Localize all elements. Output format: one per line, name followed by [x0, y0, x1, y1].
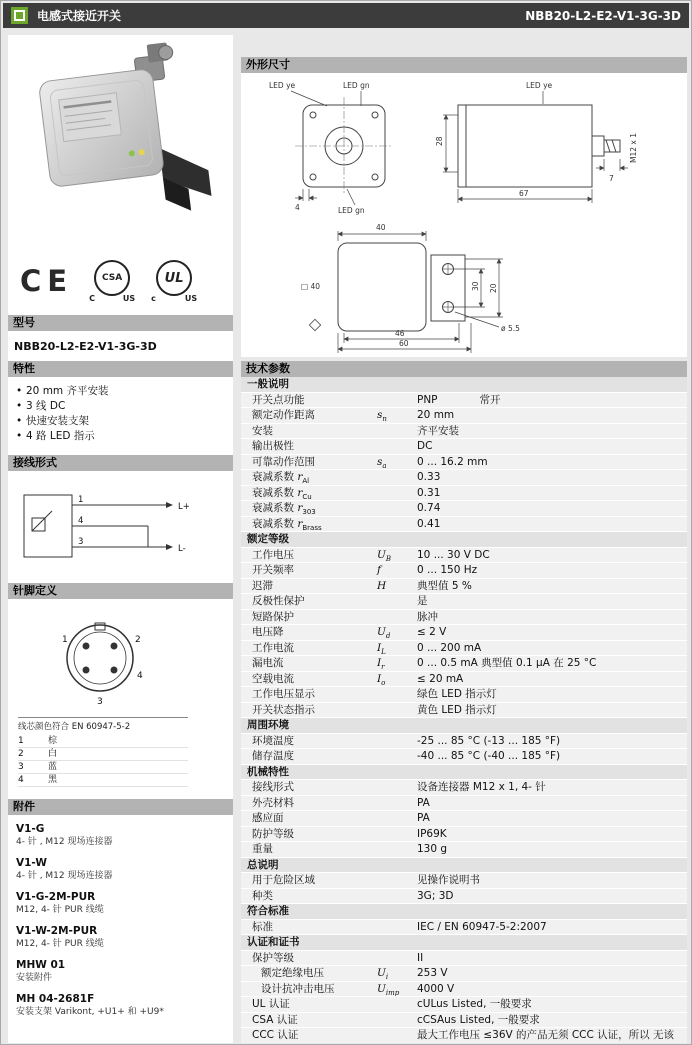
product-photo	[8, 35, 233, 247]
header-bar	[3, 3, 689, 28]
accessory-desc: 安装附件	[16, 973, 53, 983]
dim-m12: M12 x 1	[629, 133, 638, 163]
param-label: 外壳材料	[252, 796, 294, 809]
dim-20: 20	[489, 283, 498, 293]
accessory-item	[16, 857, 225, 882]
param-symbol: $U_{imp}$	[377, 982, 400, 997]
tech-section-title: 机械特性	[241, 765, 687, 781]
param-label: 额定动作距离	[252, 409, 315, 421]
page-title: 电感式接近开关	[37, 9, 122, 23]
feature-item: • 20 mm 齐平安装	[14, 384, 227, 399]
param-symbol	[377, 951, 417, 966]
wire-number: 1	[18, 736, 24, 746]
param-value: 0 ... 0.5 mA 典型值 0.1 μA 在 25 °C	[417, 657, 597, 669]
param-symbol	[377, 842, 417, 857]
ul-us-label: US	[184, 294, 198, 303]
tech-row	[241, 796, 687, 812]
param-label: 用于危险区域	[252, 874, 315, 886]
param-label: 保护等级	[252, 951, 294, 964]
param-label: 短路保护	[252, 610, 294, 623]
wire-pin-4: 4	[78, 516, 84, 526]
param-value: 典型值 5 %	[417, 579, 472, 592]
accessory-desc: M12, 4- 针 PUR 线缆	[16, 905, 104, 915]
tech-row	[241, 579, 687, 595]
tech-section-title: 周围环境	[241, 718, 687, 734]
param-symbol: $U_d$	[377, 626, 391, 641]
param-value: PA	[417, 796, 430, 809]
accessory-name: V1-G-2M-PUR	[16, 891, 96, 903]
param-value: -25 ... 85 °C (-13 ... 185 °F)	[417, 734, 561, 747]
param-symbol	[377, 873, 417, 888]
dimensions-section-header: 外形尺寸	[241, 57, 687, 73]
param-label: 标准	[252, 920, 273, 933]
param-value: 脉冲	[417, 610, 438, 623]
tech-row	[241, 780, 687, 796]
dim-hole: ø 5.5	[501, 324, 520, 333]
accessory-name: V1-W-2M-PUR	[16, 925, 98, 937]
param-symbol	[377, 501, 417, 516]
accessory-name: MH 04-2681F	[16, 993, 95, 1005]
tech-row	[241, 439, 687, 455]
param-label: 开关点功能	[252, 393, 305, 406]
param-symbol	[377, 811, 417, 826]
param-label: 感应面	[252, 812, 284, 824]
param-symbol	[377, 470, 417, 485]
wire-pin-1: 1	[78, 495, 84, 505]
tech-section-title: 一般说明	[241, 377, 687, 393]
feature-item: • 3 线 DC	[14, 399, 227, 414]
accessory-desc: 4- 针 , M12 现场连接器	[16, 871, 113, 881]
right-column	[241, 57, 687, 1043]
tech-row	[241, 966, 687, 982]
tech-section-header: 技术参数	[241, 361, 687, 377]
tech-row	[241, 889, 687, 905]
param-symbol	[377, 486, 417, 501]
param-symbol	[377, 424, 417, 439]
wire-pin-3: 3	[78, 537, 84, 547]
dimension-drawing	[243, 75, 683, 355]
tech-row	[241, 393, 687, 409]
dim-7: 7	[609, 174, 614, 183]
left-column	[8, 35, 233, 1043]
param-label: 储存温度	[252, 750, 294, 762]
param-value: DC	[417, 440, 433, 452]
param-value: 20 mm	[417, 409, 455, 421]
param-label: 衰减系数 $r_{303}$	[252, 502, 316, 516]
l-plus-label: L+	[178, 502, 190, 512]
tech-row	[241, 1013, 687, 1029]
feature-item: • 4 路 LED 指示	[14, 429, 227, 444]
tech-row	[241, 827, 687, 843]
pin-label-1: 1	[62, 635, 68, 645]
param-value: 设备连接器 M12 x 1, 4- 针	[417, 781, 546, 793]
param-value: II	[417, 951, 424, 964]
accessory-name: MHW 01	[16, 959, 66, 971]
dim-30: 30	[471, 281, 480, 291]
tech-row	[241, 408, 687, 424]
param-label: 衰减系数 $r_{Al}$	[252, 471, 310, 485]
tech-row	[241, 672, 687, 688]
param-label: 额定绝缘电压	[261, 967, 324, 979]
tech-row	[241, 424, 687, 440]
param-label: 衰减系数 $r_{Cu}$	[252, 486, 312, 500]
tech-row	[241, 594, 687, 610]
tech-table	[241, 377, 687, 1043]
accessories-section-header: 附件	[8, 799, 233, 815]
connector-pinout-drawing	[36, 607, 171, 709]
param-value: 0 ... 200 mA	[417, 641, 482, 654]
param-value: ≤ 20 mA	[417, 672, 464, 685]
param-symbol: $s_a$	[377, 455, 387, 470]
tech-row	[241, 517, 687, 533]
accessory-name: V1-W	[16, 857, 47, 869]
wire-row	[18, 761, 188, 774]
tech-row	[241, 811, 687, 827]
product-photo-panel	[8, 35, 233, 315]
wire-row	[18, 735, 188, 748]
param-symbol	[377, 889, 417, 904]
dim-28: 28	[435, 136, 444, 146]
tech-row	[241, 997, 687, 1013]
param-value: ≤ 2 V	[417, 626, 447, 638]
features-section-header: 特性	[8, 361, 233, 377]
param-label: 安装	[252, 424, 273, 437]
tech-section-title: 符合标准	[241, 904, 687, 920]
param-label: 电压降	[252, 626, 284, 638]
param-label: 防护等级	[252, 827, 294, 840]
tech-row	[241, 920, 687, 936]
csa-mark	[89, 258, 135, 304]
led-gn-label-2: LED gn	[338, 206, 365, 215]
tech-row	[241, 749, 687, 765]
accessory-item	[16, 959, 225, 984]
dimension-drawing-panel	[241, 73, 687, 357]
param-label: CCC 认证	[252, 1029, 299, 1041]
param-value: cCSAus Listed, 一般要求	[417, 1013, 540, 1026]
l-minus-label: L-	[178, 544, 186, 554]
param-value: 10 ... 30 V DC	[417, 548, 490, 561]
param-value: 0 ... 16.2 mm	[417, 455, 488, 468]
tech-row	[241, 610, 687, 626]
param-value: 0.33	[417, 471, 441, 483]
led-ye-label-2: LED ye	[526, 81, 553, 90]
param-symbol	[377, 780, 417, 795]
param-label: 重量	[252, 843, 273, 855]
ul-mark	[151, 258, 197, 304]
param-symbol	[377, 920, 417, 935]
wiring-diagram	[8, 471, 233, 583]
param-symbol	[377, 796, 417, 811]
wire-number: 3	[18, 762, 24, 772]
accessory-desc: 4- 针 , M12 现场连接器	[16, 837, 113, 847]
accessory-item	[16, 823, 225, 848]
led-gn-label-1: LED gn	[343, 81, 370, 90]
feature-item: • 快速安装支架	[14, 414, 227, 429]
param-label: UL 认证	[252, 998, 290, 1010]
param-label: 接线形式	[252, 781, 294, 793]
accessory-desc: M12, 4- 针 PUR 线缆	[16, 939, 104, 949]
param-value: 253 V	[417, 967, 448, 979]
tech-row	[241, 455, 687, 471]
param-value: IP69K	[417, 827, 447, 840]
tech-row	[241, 734, 687, 750]
param-symbol	[377, 517, 417, 532]
pin-label-4: 4	[137, 671, 143, 681]
param-label: 漏电流	[252, 657, 284, 669]
accessory-item	[16, 993, 225, 1018]
tech-row	[241, 625, 687, 641]
param-label: 输出极性	[252, 440, 294, 452]
tech-row	[241, 951, 687, 967]
ul-circle: UL	[156, 260, 192, 296]
csa-c-label: C	[89, 294, 95, 303]
wire-color-note: 线芯颜色符合 EN 60947-5-2	[18, 717, 188, 732]
csa-us-label: US	[122, 294, 136, 303]
param-value: 0.74	[417, 502, 441, 514]
param-label: 可靠动作范围	[252, 455, 315, 468]
tech-row	[241, 563, 687, 579]
param-value: 齐平安装	[417, 424, 459, 437]
param-symbol	[377, 687, 417, 702]
tech-row	[241, 486, 687, 502]
pin-label-2: 2	[135, 635, 141, 645]
top-view	[338, 243, 465, 331]
param-label: 反极性保护	[252, 595, 305, 607]
param-label: 环境温度	[252, 734, 294, 747]
wire-color: 黑	[48, 775, 58, 785]
wire-color: 蓝	[48, 762, 58, 772]
param-symbol	[377, 439, 417, 454]
param-symbol	[377, 1028, 417, 1043]
param-value: 0.41	[417, 517, 441, 530]
param-value: 0.31	[417, 486, 441, 499]
param-label: 工作电流	[252, 641, 294, 654]
param-value: 见操作说明书	[417, 874, 480, 886]
param-label: 衰减系数 $r_{Brass}$	[252, 517, 322, 531]
tech-row	[241, 873, 687, 889]
dim-4: 4	[295, 203, 300, 212]
wire-color-table	[18, 735, 188, 787]
param-value: 绿色 LED 指示灯	[417, 688, 497, 700]
tech-section-title: 总说明	[241, 858, 687, 874]
accessory-name: V1-G	[16, 823, 45, 835]
param-value: 黄色 LED 指示灯	[417, 703, 497, 716]
param-value: 是	[417, 595, 428, 607]
param-symbol: $I_r$	[377, 657, 385, 672]
tech-section-title: 认证和证书	[241, 935, 687, 951]
tech-row	[241, 982, 687, 998]
accessory-desc: 安装支架 Varikont, +U1+ 和 +U9*	[16, 1007, 164, 1017]
param-value: 最大工作电压 ≤36V 的产品无须 CCC 认证，所以 无该	[417, 1029, 675, 1041]
param-value: 4000 V	[417, 982, 455, 995]
param-value: PNP 常开	[417, 393, 501, 406]
pinout-panel	[8, 599, 233, 799]
param-label: 开关频率	[252, 564, 294, 576]
wire-color: 棕	[48, 736, 58, 746]
tech-row	[241, 656, 687, 672]
param-symbol	[377, 827, 417, 842]
param-value: cULus Listed, 一般要求	[417, 998, 532, 1010]
accessory-item	[16, 891, 225, 916]
param-label: 工作电压显示	[252, 688, 315, 700]
param-label: 空载电流	[252, 672, 294, 685]
tech-row	[241, 470, 687, 486]
param-value: IEC / EN 60947-5-2:2007	[417, 920, 547, 933]
dim-40: 40	[376, 223, 386, 232]
param-label: 种类	[252, 889, 273, 902]
param-symbol	[377, 703, 417, 718]
param-label: 迟滞	[252, 579, 273, 592]
param-symbol	[377, 749, 417, 764]
part-number: NBB20-L2-E2-V1-3G-3D	[525, 8, 681, 23]
features-list	[8, 377, 233, 455]
param-value: 130 g	[417, 843, 448, 855]
param-symbol: $U_i$	[377, 967, 389, 982]
param-symbol	[377, 734, 417, 749]
pepperl-fuchs-logo-icon	[11, 7, 28, 24]
accessories-list	[8, 815, 233, 1043]
dim-67: 67	[519, 189, 529, 198]
pin-label-3: 3	[97, 697, 103, 707]
param-symbol	[377, 997, 417, 1012]
param-symbol	[377, 610, 417, 625]
param-value: 0 ... 150 Hz	[417, 564, 478, 576]
side-view	[458, 105, 620, 187]
wiring-diagram-drawing	[16, 481, 224, 573]
param-value: PA	[417, 812, 430, 824]
param-symbol: $I_L$	[377, 641, 386, 656]
wire-number: 2	[18, 749, 24, 759]
param-label: 工作电压	[252, 548, 294, 561]
model-number: NBB20-L2-E2-V1-3G-3D	[14, 340, 157, 353]
dim-sq40: □ 40	[301, 282, 321, 291]
csa-circle: CSA	[94, 260, 130, 296]
param-symbol: f	[377, 564, 381, 576]
certification-marks	[8, 251, 233, 311]
param-symbol	[377, 1013, 417, 1028]
surface-mark	[309, 319, 320, 330]
led-ye-label-1: LED ye	[269, 81, 296, 90]
tech-row	[241, 641, 687, 657]
tech-row	[241, 501, 687, 517]
wire-row	[18, 748, 188, 761]
param-value: -40 ... 85 °C (-40 ... 185 °F)	[417, 750, 561, 762]
param-label: CSA 认证	[252, 1013, 298, 1026]
tech-row	[241, 703, 687, 719]
tech-row	[241, 687, 687, 703]
param-label: 开关状态指示	[252, 703, 315, 716]
param-symbol	[377, 393, 417, 408]
pinout-section-header: 针脚定义	[8, 583, 233, 599]
wire-row	[18, 774, 188, 787]
wire-number: 4	[18, 775, 24, 785]
model-section-header: 型号	[8, 315, 233, 331]
connection-section-header: 接线形式	[8, 455, 233, 471]
dim-46: 46	[395, 329, 405, 338]
param-label: 设计抗冲击电压	[261, 982, 335, 995]
ce-mark: CE	[20, 264, 74, 298]
accessory-item	[16, 925, 225, 950]
param-value: 3G; 3D	[417, 889, 454, 902]
tech-row	[241, 548, 687, 564]
tech-row	[241, 1028, 687, 1043]
ul-c-label: c	[151, 294, 156, 303]
param-symbol: $s_n$	[377, 409, 387, 424]
tech-row	[241, 842, 687, 858]
dim-60: 60	[399, 339, 409, 348]
param-symbol	[377, 594, 417, 609]
param-symbol: H	[377, 579, 387, 592]
tech-section-title: 额定等级	[241, 532, 687, 548]
param-symbol: $I_o$	[377, 672, 386, 687]
param-symbol: $U_B$	[377, 548, 392, 563]
wire-color: 白	[48, 749, 58, 759]
